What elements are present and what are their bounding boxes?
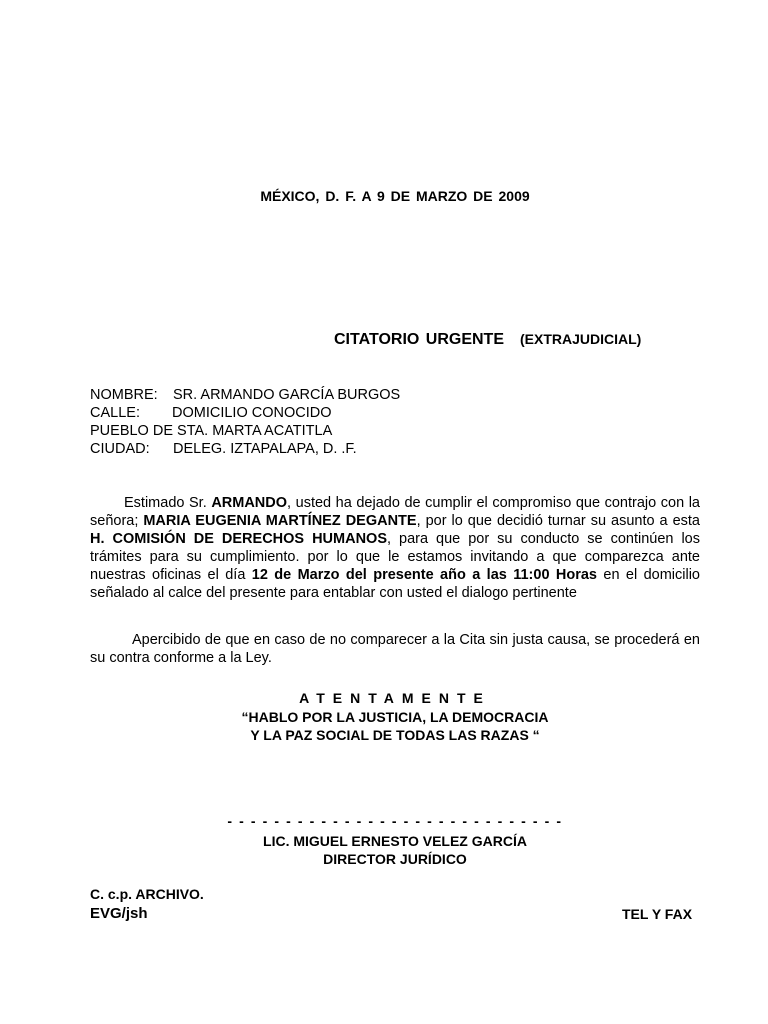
p1-text-i: en el domicilio señalado al calce del presente para entablar con usted el dialogo pertinente — [90, 567, 700, 601]
p1-name-armando: ARMANDO — [211, 495, 288, 511]
pueblo-row: PUEBLO DE STA. MARTA ACATITLA — [90, 423, 333, 439]
ciudad-value: DELEG. IZTAPALAPA, D. .F. — [173, 441, 357, 457]
p1-text-e: , por lo que decidió turnar su asunto a esta — [416, 513, 700, 529]
p1-text-c: , usted ha dejado de cumplir el compromiso que contrajo con la señora; — [90, 495, 700, 529]
ccp-line: C. c.p. ARCHIVO. — [90, 886, 204, 902]
title-subtitle: (EXTRAJUDICIAL) — [520, 331, 642, 347]
nombre-value: SR. ARMANDO GARCÍA BURGOS — [173, 387, 401, 403]
body-paragraph-1 — [90, 494, 700, 602]
date-line: MÉXICO, D. F. A 9 DE MARZO DE 2009 — [260, 188, 530, 204]
ciudad-label: CIUDAD: — [90, 441, 150, 457]
p1-text-a: Estimado Sr. — [124, 495, 212, 511]
tel-fax: TEL Y FAX — [622, 906, 693, 922]
initials: EVG/jsh — [90, 905, 148, 922]
document-title — [334, 331, 641, 349]
ciudad-row — [90, 440, 400, 458]
signature-line: - - - - - - - - - - - - - - - - - - - - - - - - - - - - - — [227, 813, 563, 829]
body-paragraph-2 — [90, 631, 700, 667]
p1-commission: H. COMISIÓN DE DERECHOS HUMANOS — [90, 531, 387, 547]
p2-text: Apercibido de que en caso de no comparecer a la Cita sin justa causa, se procederá en su contra conforme a la Ley. — [90, 632, 700, 666]
calle-label: CALLE: — [90, 405, 140, 421]
p1-appointment-date: 12 de Marzo del presente año a las 11:00 Horas — [251, 567, 597, 583]
nombre-label: NOMBRE: — [90, 387, 158, 403]
addressee-block — [90, 386, 400, 458]
p1-text-g: , para que por su conducto se continúen los trámites para su cumplimiento. por lo que le estamos invitando a que comparezca ante nuestras oficinas el día — [90, 531, 700, 583]
calle-value: DOMICILIO CONOCIDO — [172, 405, 332, 421]
atentamente-heading: ATENTAMENTE — [299, 690, 491, 706]
nombre-row — [90, 386, 400, 404]
signer-title: DIRECTOR JURÍDICO — [323, 851, 467, 867]
motto-line-1: “HABLO POR LA JUSTICIA, LA DEMOCRACIA — [241, 709, 549, 725]
p1-name-maria: MARIA EUGENIA MARTÍNEZ DEGANTE — [143, 513, 417, 529]
title-main: CITATORIO URGENTE — [334, 331, 504, 348]
motto-line-2: Y LA PAZ SOCIAL DE TODAS LAS RAZAS “ — [250, 727, 540, 743]
calle-row — [90, 404, 400, 422]
signer-name: LIC. MIGUEL ERNESTO VELEZ GARCÍA — [263, 833, 527, 849]
